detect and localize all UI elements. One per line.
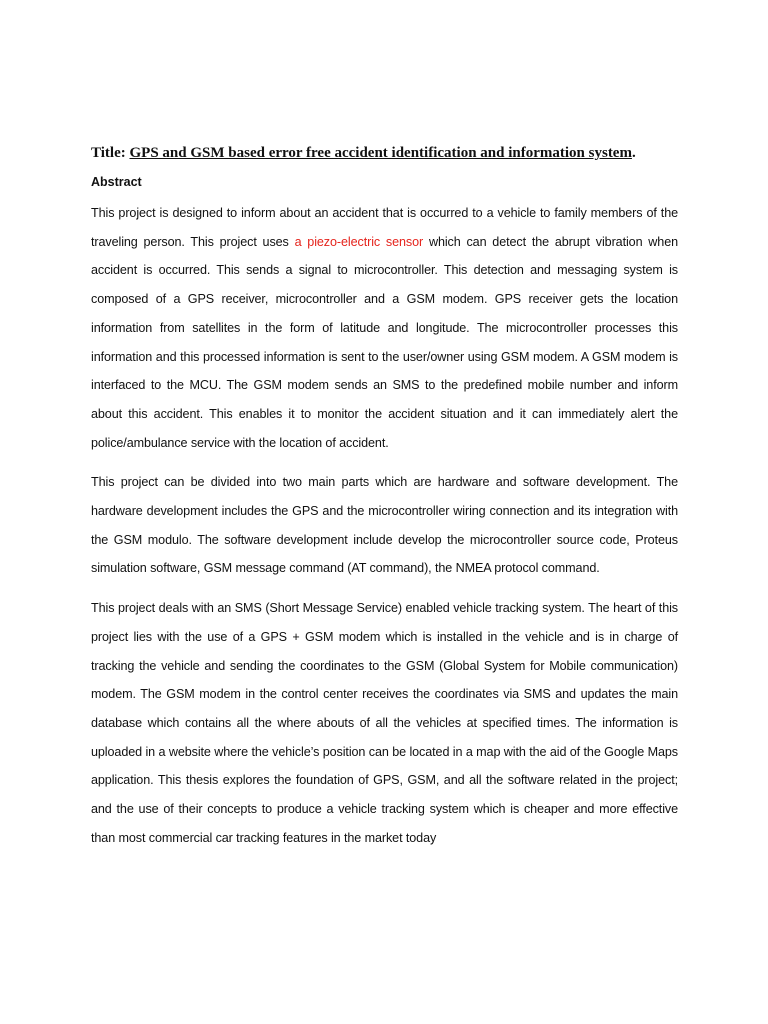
document-title — [91, 143, 678, 163]
paragraph-2: This project can be divided into two main parts which are hardware and software development. The hardware development includes the GPS and the microcontroller wiring connection and its integration with the GSM modulo. The software development include develop the microcontroller source code, Proteus simulation software, GSM message command (AT command), the NMEA protocol command. — [91, 475, 678, 576]
paragraph-1-before: This project is designed to inform about an accident that is occurred to a vehicle to family members of the traveling person. This project uses — [91, 206, 678, 249]
document-page — [91, 143, 678, 863]
title-separator: : — [120, 145, 130, 161]
title-end: . — [631, 145, 636, 161]
paragraph-1-after: which can detect the abrupt vibration when accident is occurred. This sends a signal to microcontroller. This detection and messaging system is composed of a GPS receiver, microcontroller and a GSM modem. GPS receiver gets the location information from satellites in the form of latitude and longitude. The microcontroller processes this information and this processed information is sent to the user/owner using GSM modem. A GSM modem is interfaced to the MCU. The GSM modem sends an SMS to the predefined mobile number and inform about this accident. This enables it to monitor the accident situation and it can immediately alert the police/ambulance service with the location of accident. — [91, 234, 678, 450]
highlight-piezo-sensor: a piezo-electric sensor — [294, 234, 424, 249]
paragraph-1 — [91, 199, 678, 457]
title-text: GPS and GSM based error free accident identification and information system — [129, 145, 632, 161]
title-label: Title — [91, 145, 121, 161]
paragraph-3: This project deals with an SMS (Short Message Service) enabled vehicle tracking system. The heart of this project lies with the use of a GPS + GSM modem which is installed in the vehicle and is in charge of tracking the vehicle and sending the coordinates to the GSM (Global System for Mobile communication) modem. The GSM modem in the control center receives the coordinates via SMS and updates the main database which contains all the where abouts of all the vehicles at specified times. The information is uploaded in a website where the vehicle’s position can be located in a map with the aid of the Google Maps application. This thesis explores the foundation of GPS, GSM, and all the software related in the project; and the use of their concepts to produce a vehicle tracking system which is cheaper and more effective than most commercial car tracking features in the market today — [91, 601, 678, 845]
abstract-heading: Abstract — [91, 175, 142, 189]
